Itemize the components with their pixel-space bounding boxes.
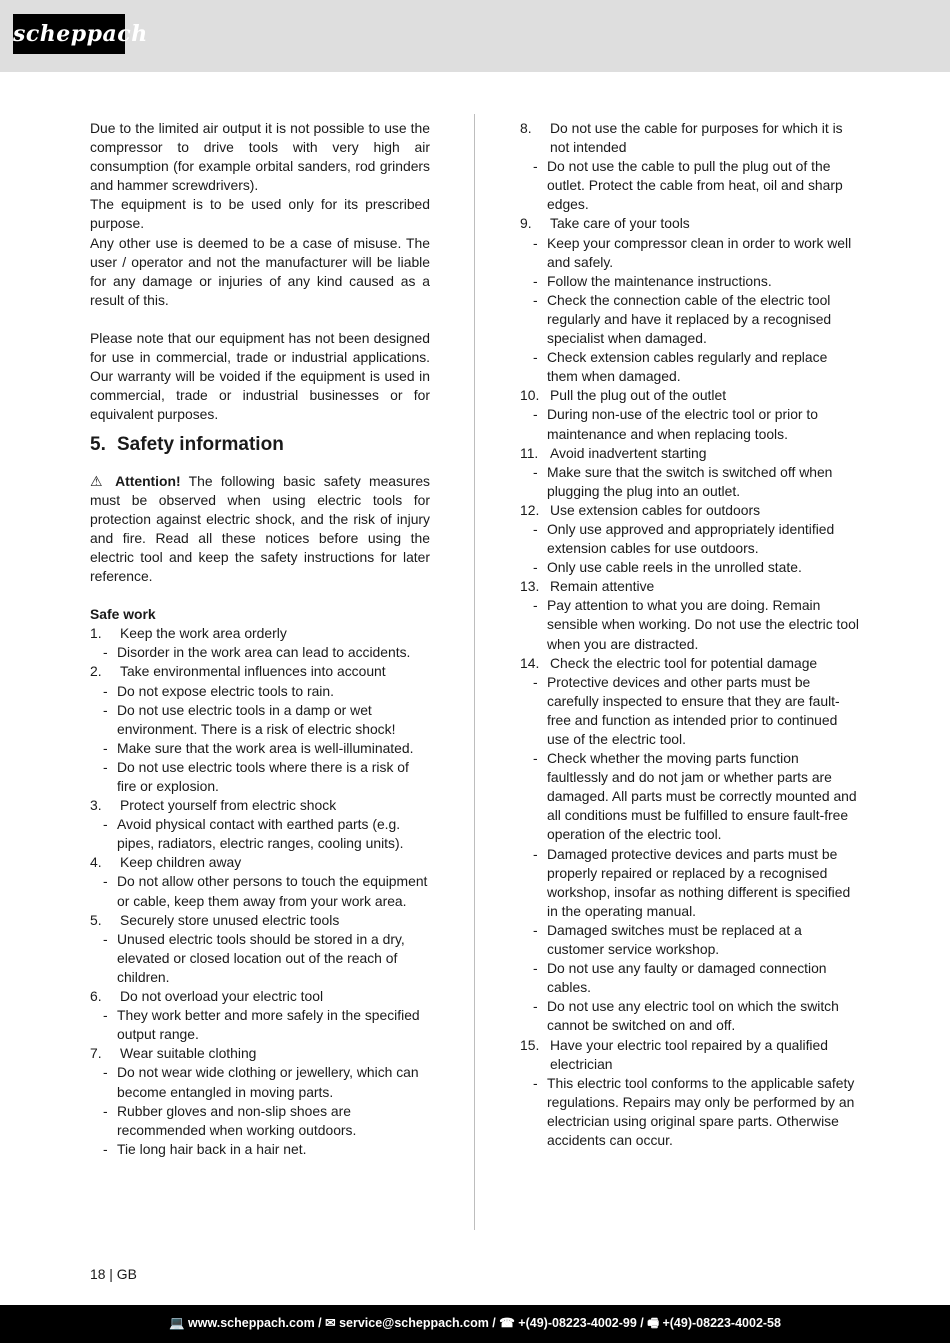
- list-sub-item: [520, 673, 860, 749]
- list-sub-item-text: Do not use electric tools where there is a risk of fire or explosion.: [117, 758, 409, 794]
- list-item-number: 3.: [90, 797, 102, 814]
- list-sub-item: [520, 558, 860, 577]
- list-sub-item-text: Damaged switches must be replaced at a customer service workshop.: [547, 921, 802, 958]
- list-sub-item: [90, 643, 430, 662]
- page-footer-number: 18 | GB: [90, 1266, 137, 1282]
- list-item-number: 11.: [520, 444, 539, 461]
- dash-bullet: -: [533, 597, 538, 614]
- column-divider: [474, 114, 475, 1230]
- list-sub-item: [520, 1074, 860, 1150]
- list-item: [90, 1044, 430, 1063]
- list-item-number: 6.: [90, 988, 102, 1005]
- list-item-title: Protect yourself from electric shock: [120, 797, 337, 814]
- list-item-number: 1.: [90, 625, 102, 642]
- dash-bullet: -: [103, 701, 108, 718]
- list-sub-item: [90, 930, 430, 987]
- list-sub-item: [90, 1140, 430, 1159]
- dash-bullet: -: [533, 272, 538, 289]
- list-item-title: Securely store unused electric tools: [120, 911, 340, 928]
- list-item-number: 12.: [520, 501, 540, 518]
- list-sub-item-text: Do not use electric tools in a damp or wet environment. There is a risk of electric shock!: [117, 701, 396, 737]
- dash-bullet: -: [533, 406, 538, 423]
- dash-bullet: -: [103, 816, 108, 833]
- list-sub-item: [90, 815, 430, 853]
- dash-bullet: -: [533, 234, 538, 251]
- list-sub-item: [90, 701, 430, 739]
- list-item-title: Remain attentive: [550, 578, 655, 595]
- list-sub-item-text: Do not wear wide clothing or jewellery, which can become entangled in moving parts.: [117, 1064, 419, 1100]
- list-item: [90, 911, 430, 930]
- dash-bullet: -: [533, 960, 538, 977]
- list-item: [520, 654, 860, 673]
- page-number: 18: [90, 1266, 106, 1282]
- list-sub-item-text: Pay attention to what you are doing. Remain sensible when working. Do not use the electric tool when you are distracted.: [547, 597, 859, 652]
- list-sub-item: [520, 234, 860, 272]
- list-item-title: Wear suitable clothing: [120, 1045, 257, 1062]
- list-sub-item: [90, 739, 430, 758]
- list-sub-item-text: Only use cable reels in the unrolled state.: [547, 559, 802, 576]
- intro-paragraph-1: Due to the limited air output it is not possible to use the compressor to drive tools with very high air consumption (for example orbital sanders, rod grinders and hammer screwdrivers).: [90, 120, 430, 194]
- list-item: [520, 577, 860, 596]
- list-sub-item: [90, 682, 430, 701]
- list-item: [90, 853, 430, 872]
- list-item: [90, 796, 430, 815]
- list-sub-item-text: This electric tool conforms to the applicable safety regulations. Repairs may only be performed by an electrician using original spare parts. Otherwise accidents can occur.: [547, 1074, 855, 1148]
- list-sub-item: [90, 1102, 430, 1140]
- dash-bullet: -: [533, 520, 538, 537]
- dash-bullet: -: [533, 349, 538, 366]
- list-sub-item: [520, 272, 860, 291]
- dash-bullet: -: [533, 673, 538, 690]
- list-sub-item-text: Only use approved and appropriately identified extension cables for use outdoors.: [547, 520, 835, 557]
- list-item-number: 7.: [90, 1045, 102, 1062]
- list-item-title: Keep children away: [120, 854, 242, 871]
- list-item-title: Do not overload your electric tool: [120, 988, 324, 1005]
- list-sub-item-text: Do not use any electric tool on which the switch cannot be switched on and off.: [547, 998, 839, 1034]
- left-column: [90, 119, 430, 1159]
- list-sub-item: [90, 1006, 430, 1044]
- list-item-number: 8.: [520, 120, 532, 136]
- section-heading: [90, 433, 430, 457]
- intro-paragraph-2: The equipment is to be used only for its prescribed purpose.: [90, 196, 430, 232]
- dash-bullet: -: [103, 644, 108, 661]
- list-item-number: 14.: [520, 654, 540, 671]
- list-sub-item: [520, 749, 860, 844]
- list-sub-item-text: They work better and more safely in the specified output range.: [117, 1007, 420, 1043]
- section-title: Safety information: [117, 433, 284, 455]
- dash-bullet: -: [103, 682, 108, 699]
- list-sub-item-text: Do not use any faulty or damaged connection cables.: [547, 960, 827, 996]
- dash-bullet: -: [103, 1102, 108, 1119]
- list-item-title: Take care of your tools: [550, 215, 690, 232]
- dash-bullet: -: [103, 758, 108, 775]
- dash-bullet: -: [533, 1074, 538, 1091]
- scheppach-logo: scheppach: [13, 14, 125, 54]
- list-item: [90, 987, 430, 1006]
- list-item-number: 15.: [520, 1036, 540, 1053]
- right-column: [520, 119, 860, 1150]
- dash-bullet: -: [533, 998, 538, 1015]
- page-header: [0, 0, 950, 72]
- safe-work-title: Safe work: [90, 606, 156, 623]
- list-sub-item-text: Keep your compressor clean in order to work well and safely.: [547, 234, 852, 270]
- list-sub-item-text: Damaged protective devices and parts must be properly repaired or replaced by a recognised workshop, insofar as nothing different is specified in the operating manual.: [547, 845, 851, 919]
- safety-list-continued: [520, 119, 860, 1150]
- dash-bullet: -: [533, 845, 538, 862]
- list-item-number: 13.: [520, 578, 540, 595]
- list-sub-item-text: Avoid physical contact with earthed parts (e.g. pipes, radiators, electric ranges, cooling units).: [117, 816, 404, 852]
- attention-paragraph: [90, 472, 430, 587]
- dash-bullet: -: [533, 463, 538, 480]
- list-sub-item-text: Tie long hair back in a hair net.: [117, 1140, 307, 1157]
- list-sub-item: [520, 291, 860, 348]
- list-item-title: Pull the plug out of the outlet: [550, 387, 727, 404]
- list-sub-item-text: Do not use the cable to pull the plug out of the outlet. Protect the cable from heat, oil and sharp edges.: [547, 158, 843, 213]
- list-item-title: Keep the work area orderly: [120, 625, 287, 642]
- list-sub-item-text: Make sure that the switch is switched off when plugging the plug into an outlet.: [547, 463, 833, 499]
- dash-bullet: -: [533, 158, 538, 175]
- list-sub-item-text: Follow the maintenance instructions.: [547, 272, 772, 289]
- list-sub-item-text: Check the connection cable of the electric tool regularly and have it replaced by a recognised specialist when damaged.: [547, 291, 832, 347]
- list-item-number: 4.: [90, 854, 102, 871]
- list-sub-item: [520, 405, 860, 443]
- list-sub-item: [520, 520, 860, 558]
- list-sub-item-text: Make sure that the work area is well-illuminated.: [117, 739, 414, 756]
- list-item: [90, 624, 430, 643]
- dash-bullet: -: [533, 559, 538, 576]
- list-sub-item: [90, 758, 430, 796]
- list-item-title: Check the electric tool for potential damage: [550, 654, 818, 671]
- attention-text: The following basic safety measures must be observed when using electric tools for protection against electric shock, and the risk of injury and fire. Read all these notices before using the electric tool and keep the safety instructions for later reference.: [90, 472, 430, 584]
- dash-bullet: -: [103, 873, 108, 890]
- dash-bullet: -: [103, 1064, 108, 1081]
- list-sub-item: [520, 157, 860, 214]
- list-sub-item: [520, 348, 860, 386]
- list-item-title: Take environmental influences into account: [120, 663, 386, 680]
- list-sub-item: [520, 463, 860, 501]
- list-item: [520, 1036, 860, 1074]
- list-sub-item-text: During non-use of the electric tool or prior to maintenance and when replacing tools.: [547, 406, 819, 442]
- list-sub-item-text: Protective devices and other parts must be carefully inspected to ensure that they are fault-free and function as intended prior to continued use of the electric tool.: [547, 673, 840, 747]
- dash-bullet: -: [533, 291, 538, 308]
- list-sub-item: [90, 872, 430, 910]
- dash-bullet: -: [533, 921, 538, 938]
- list-item-number: 10.: [520, 387, 540, 404]
- warranty-paragraph: Please note that our equipment has not been designed for use in commercial, trade or industrial applications. Our warranty will be voided if the equipment is used in commercial, trade or industrial businesses or for equivalent purposes.: [90, 330, 430, 423]
- list-sub-item-text: Do not allow other persons to touch the equipment or cable, keep them away from your work area.: [117, 873, 428, 909]
- dash-bullet: -: [103, 1007, 108, 1024]
- dash-bullet: -: [103, 1140, 108, 1157]
- list-sub-item: [520, 596, 860, 653]
- list-item-title: Do not use the cable for purposes for which it is not intended: [550, 120, 843, 156]
- dash-bullet: -: [103, 739, 108, 756]
- list-item: [520, 214, 860, 233]
- list-sub-item-text: Rubber gloves and non-slip shoes are recommended when working outdoors.: [117, 1102, 357, 1138]
- list-sub-item: [520, 997, 860, 1035]
- list-item: [520, 501, 860, 520]
- list-sub-item-text: Check whether the moving parts function faultlessly and do not jam or whether parts are damaged. All parts must be correctly mounted and all conditions must be fulfilled to ensure fault-free operation of the electric tool.: [547, 750, 857, 843]
- dash-bullet: -: [103, 930, 108, 947]
- intro-paragraph-3: Any other use is deemed to be a case of misuse. The user / operator and not the manufacturer will be liable for any damage or injuries of any kind caused as a result of this.: [90, 234, 430, 308]
- list-item: [90, 662, 430, 681]
- list-sub-item-text: Unused electric tools should be stored in a dry, elevated or closed location out of the reach of children.: [117, 930, 405, 985]
- list-item: [520, 386, 860, 405]
- list-item: [520, 119, 860, 157]
- list-sub-item: [520, 845, 860, 921]
- safe-work-list: [90, 624, 430, 1159]
- list-sub-item: [520, 959, 860, 997]
- attention-label: Attention!: [115, 472, 181, 489]
- list-sub-item-text: Do not expose electric tools to rain.: [117, 682, 334, 699]
- list-sub-item-text: Check extension cables regularly and replace them when damaged.: [547, 349, 828, 385]
- list-item-number: 2.: [90, 663, 102, 680]
- list-item-title: Avoid inadvertent starting: [550, 444, 707, 461]
- list-item: [520, 444, 860, 463]
- list-sub-item: [90, 1063, 430, 1101]
- list-item-title: Have your electric tool repaired by a qualified electrician: [550, 1036, 828, 1072]
- dash-bullet: -: [533, 750, 538, 767]
- list-sub-item: [520, 921, 860, 959]
- list-item-title: Use extension cables for outdoors: [550, 501, 761, 518]
- section-number: 5.: [90, 433, 106, 455]
- warning-icon: ⚠: [90, 472, 107, 489]
- list-item-number: 5.: [90, 911, 102, 928]
- list-sub-item-text: Disorder in the work area can lead to accidents.: [117, 644, 411, 661]
- list-item-number: 9.: [520, 215, 532, 232]
- language-code: GB: [116, 1266, 137, 1282]
- contact-bar: 💻 www.scheppach.com / ✉ service@scheppach.com / ☎ +(49)-08223-4002-99 / 🖷 +(49)-08223-4002-58: [0, 1305, 950, 1343]
